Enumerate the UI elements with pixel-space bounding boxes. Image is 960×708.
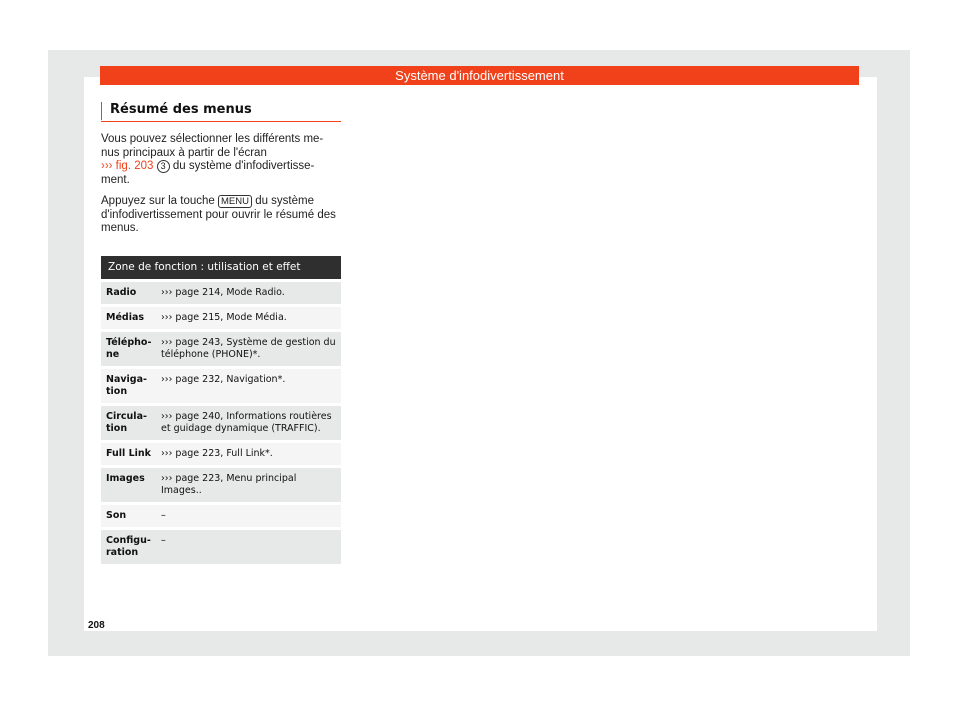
- paragraph-2-text-b: du système d'infodivertissement pour ouvrir le résumé des menus.: [101, 195, 336, 234]
- row-effect: –: [161, 510, 166, 521]
- row-effect[interactable]: ››› page 223, Menu principal Images..: [161, 473, 297, 496]
- chapter-title: Système d'infodivertissement: [395, 68, 564, 83]
- menu-summary-section: [101, 102, 341, 244]
- callout-number: 3: [157, 160, 170, 173]
- paragraph-1: [101, 133, 341, 187]
- row-effect: –: [161, 535, 166, 546]
- row-effect[interactable]: ››› page 214, Mode Radio.: [161, 287, 285, 298]
- table-header: Zone de fonction : utilisation et effet: [101, 256, 341, 279]
- table-row: [101, 443, 341, 465]
- row-name: Circula-tion: [106, 411, 147, 434]
- row-name: Médias: [106, 312, 145, 323]
- paragraph-1-text-a: Vous pouvez sélectionner les différents me-nus principaux à partir de l'écran: [101, 133, 324, 159]
- table-row: [101, 369, 341, 403]
- section-title: Résumé des menus: [101, 102, 341, 120]
- chapter-header: [100, 66, 859, 85]
- row-name: Images: [106, 473, 145, 484]
- table-row: [101, 530, 341, 564]
- figure-link[interactable]: ››› fig. 203: [101, 160, 154, 172]
- menu-key: MENU: [218, 195, 252, 208]
- section-body: [101, 133, 341, 236]
- row-effect[interactable]: ››› page 240, Informations routières et guidage dynamique (TRAFFIC).: [161, 411, 332, 434]
- row-name: Full Link: [106, 448, 151, 459]
- page-number: 208: [88, 620, 105, 631]
- function-table: [101, 256, 341, 567]
- row-name: Naviga-tion: [106, 374, 147, 397]
- row-name: Son: [106, 510, 127, 521]
- row-effect[interactable]: ››› page 243, Système de gestion du téléphone (PHONE)*.: [161, 337, 336, 360]
- row-name: Télépho-ne: [106, 337, 152, 360]
- paragraph-1-text-b: du système d'infodivertisse-ment.: [101, 160, 315, 186]
- table-row: [101, 406, 341, 440]
- row-effect[interactable]: ››› page 223, Full Link*.: [161, 448, 273, 459]
- paragraph-2: [101, 195, 341, 236]
- row-name: Configu-ration: [106, 535, 151, 558]
- table-row: [101, 332, 341, 366]
- table-row: [101, 505, 341, 527]
- row-name: Radio: [106, 287, 137, 298]
- table-row: [101, 307, 341, 329]
- title-underline: [101, 121, 341, 122]
- table-row: [101, 468, 341, 502]
- table-row: [101, 282, 341, 304]
- row-effect[interactable]: ››› page 215, Mode Média.: [161, 312, 287, 323]
- paragraph-2-text-a: Appuyez sur la touche: [101, 195, 215, 207]
- row-effect[interactable]: ››› page 232, Navigation*.: [161, 374, 286, 385]
